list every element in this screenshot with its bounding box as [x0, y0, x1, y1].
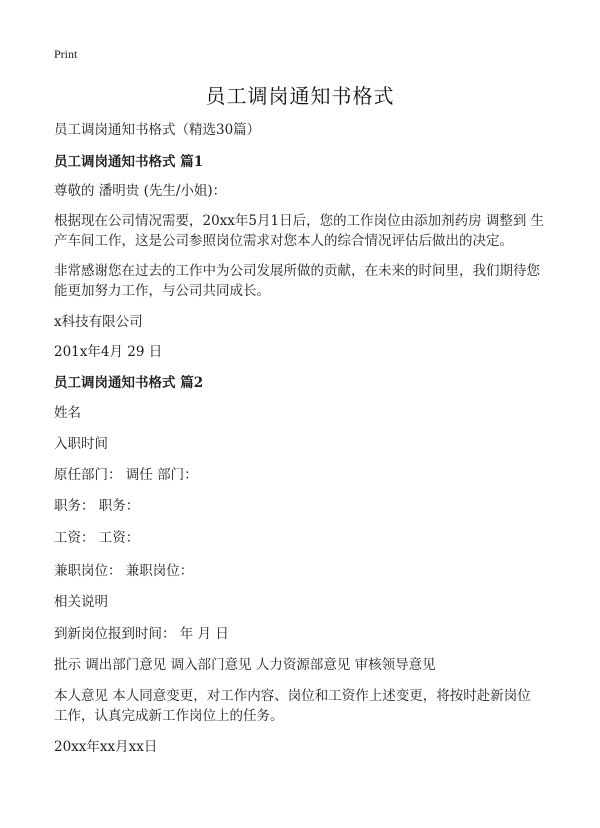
salutation: 尊敬的 潘明贵 (先生/小姐)：	[54, 183, 227, 199]
document-subtitle: 员工调岗通知书格式（精选30篇）	[54, 122, 261, 138]
section-heading-1: 员工调岗通知书格式 篇1	[54, 154, 204, 170]
field-part-time-position: 兼职岗位： 兼职岗位：	[54, 563, 194, 579]
opinion-line-1: 本人意见 本人同意变更，对工作内容、岗位和工资作上述变更，将按时赴新岗位	[54, 688, 531, 704]
paragraph-1-line-1: 根据现在公司情况需要，20xx年5月1日后，您的工作岗位由添加剂药房 调整到 生	[54, 213, 545, 229]
field-position: 职务： 职务：	[54, 498, 140, 514]
print-label: Print	[54, 47, 78, 61]
field-notes: 相关说明	[54, 594, 108, 610]
section-2-date: 20xx年xx月xx日	[54, 739, 158, 755]
field-approval: 批示 调出部门意见 调入部门意见 人力资源部意见 审核领导意见	[54, 657, 436, 673]
section-heading-2: 员工调岗通知书格式 篇2	[54, 375, 204, 391]
page-title: 员工调岗通知书格式	[205, 84, 395, 108]
company-name: x科技有限公司	[54, 314, 143, 330]
letter-date: 201x年4月 29 日	[54, 344, 163, 360]
opinion-line-2: 工作，认真完成新工作岗位上的任务。	[54, 708, 284, 724]
paragraph-2-line-2: 能更加努力工作，与公司共同成长。	[54, 283, 270, 299]
field-hire-time: 入职时间	[54, 436, 108, 452]
field-department: 原任部门： 调任 部门：	[54, 467, 198, 483]
paragraph-2-line-1: 非常感谢您在过去的工作中为公司发展所做的贡献，在未来的时间里，我们期待您	[54, 263, 540, 279]
field-report-time: 到新岗位报到时间： 年 月 日	[54, 626, 229, 642]
field-name: 姓名	[54, 405, 81, 421]
paragraph-1-line-2: 产车间工作，这是公司参照岗位需求对您本人的综合情况评估后做出的决定。	[54, 233, 513, 249]
field-salary: 工资： 工资：	[54, 530, 140, 546]
